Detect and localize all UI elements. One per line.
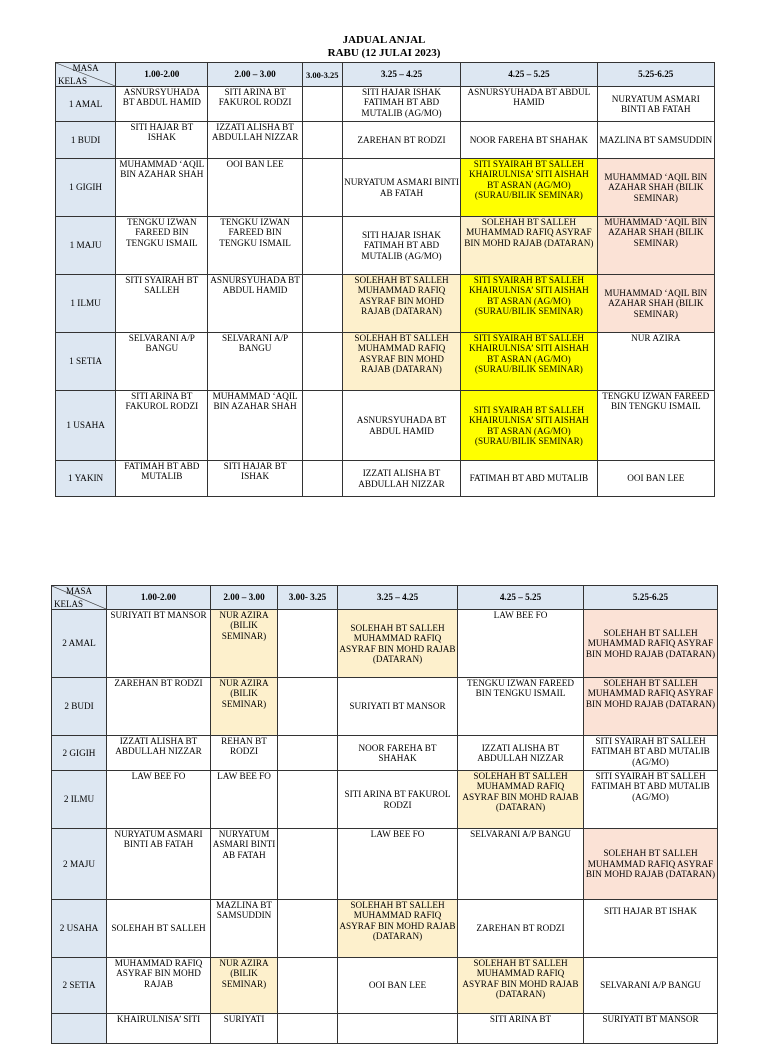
class-name [52, 1014, 107, 1044]
schedule-cell: SITI HAJAR BT ISHAK [584, 900, 718, 958]
timetable-title: JADUAL ANJAL [342, 34, 426, 46]
class-name: 2 MAJU [52, 829, 107, 900]
schedule-cell: MUHAMMAD ‘AQIL BIN AZAHAR SHAH (BILIK SEMINAR) [597, 217, 714, 275]
class-name: 2 AMAL [52, 610, 107, 678]
schedule-cell: OOI BAN LEE [597, 461, 714, 497]
schedule-cell: SITI SYAIRAH BT SALLEH KHAIRULNISA’ SITI AISHAH BT ASRAN (AG/MO) (SURAU/BILIK SEMINAR) [461, 159, 597, 217]
schedule-cell [302, 391, 342, 461]
schedule-cell: SITI ARINA BT FAKUROL RODZI [208, 87, 302, 122]
schedule-cell: KHAIRULNISA’ SITI [107, 1014, 211, 1044]
schedule-cell: MUHAMMAD RAFIQ ASYRAF BIN MOHD RAJAB [107, 958, 211, 1014]
table-row [52, 771, 718, 829]
class-name: 1 SETIA [56, 333, 116, 391]
timetable-date: RABU (12 JULAI 2023) [327, 47, 441, 59]
schedule-cell: SOLEHAH BT SALLEH MUHAMMAD RAFIQ ASYRAF BIN MOHD RAJAB (DATARAN) [342, 333, 460, 391]
schedule-cell: SOLEHAH BT SALLEH MUHAMMAD RAFIQ ASYRAF BIN MOHD RAJAB (DATARAN) [342, 275, 460, 333]
kelas-label: KELAS [54, 599, 83, 609]
corner-header [56, 63, 116, 87]
table-row [52, 610, 718, 678]
schedule-cell: NURYATUM ASMARI BINTI AB FATAH [107, 829, 211, 900]
schedule-cell [278, 900, 338, 958]
schedule-cell: NOOR FAREHA BT SHAHAK [338, 736, 458, 771]
schedule-cell: SOLEHAH BT SALLEH [107, 900, 211, 958]
schedule-cell: MUHAMMAD ‘AQIL BIN AZAHAR SHAH [116, 159, 208, 217]
time-header: 3.25 – 4.25 [342, 63, 460, 87]
schedule-cell: SITI ARINA BT [458, 1014, 584, 1044]
schedule-cell [302, 333, 342, 391]
schedule-cell: LAW BEE FO [338, 829, 458, 900]
schedule-cell: ASNURSYUHADA BT ABDUL HAMID [461, 87, 597, 122]
schedule-cell: MAZLINA BT SAMSUDDIN [597, 122, 714, 159]
schedule-cell: IZZATI ALISHA BT ABDULLAH NIZZAR [458, 736, 584, 771]
schedule-cell [302, 159, 342, 217]
schedule-cell [278, 958, 338, 1014]
schedule-cell: SOLEHAH BT SALLEH MUHAMMAD RAFIQ ASYRAF BIN MOHD RAJAB (DATARAN) [338, 610, 458, 678]
table-row [56, 122, 715, 159]
class-name: 2 BUDI [52, 678, 107, 736]
table-row [56, 159, 715, 217]
schedule-cell: FATIMAH BT ABD MUTALIB [461, 461, 597, 497]
schedule-cell: ZAREHAN BT RODZI [458, 900, 584, 958]
schedule-cell [278, 1014, 338, 1044]
time-header: 2.00 – 3.00 [208, 63, 302, 87]
class-name: 1 BUDI [56, 122, 116, 159]
schedule-cell: REHAN BT RODZI [211, 736, 278, 771]
table-row [52, 736, 718, 771]
class-name: 2 GIGIH [52, 736, 107, 771]
schedule-cell: SOLEHAH BT SALLEH MUHAMMAD RAFIQ ASYRAF BIN MOHD RAJAB (DATARAN) [584, 678, 718, 736]
schedule-cell: ASNURSYUHADA BT ABDUL HAMID [342, 391, 460, 461]
schedule-cell: SITI ARINA BT FAKUROL RODZI [338, 771, 458, 829]
table-row [52, 900, 718, 958]
schedule-cell: NUR AZIRA (BILIK SEMINAR) [211, 610, 278, 678]
timetable-form2 [51, 585, 718, 1044]
schedule-cell: SURIYATI BT MANSOR [338, 678, 458, 736]
schedule-cell: SITI SYAIRAH BT SALLEH FATIMAH BT ABD MUTALIB (AG/MO) [584, 736, 718, 771]
schedule-cell [278, 829, 338, 900]
table-row [56, 275, 715, 333]
schedule-cell: ASNURSYUHADA BT ABDUL HAMID [116, 87, 208, 122]
schedule-cell: SOLEHAH BT SALLEH MUHAMMAD RAFIQ ASYRAF BIN MOHD RAJAB (DATARAN) [458, 958, 584, 1014]
class-name: 1 ILMU [56, 275, 116, 333]
time-header: 3.00-3.25 [302, 63, 342, 87]
time-header: 5.25-6.25 [597, 63, 714, 87]
class-name: 2 ILMU [52, 771, 107, 829]
schedule-cell: SITI SYAIRAH BT SALLEH KHAIRULNISA’ SITI AISHAH BT ASRAN (AG/MO) (SURAU/BILIK SEMINAR) [461, 275, 597, 333]
schedule-cell [278, 678, 338, 736]
table-row [52, 958, 718, 1014]
timetable-form1 [55, 62, 715, 497]
table-row [56, 87, 715, 122]
schedule-cell: NUR AZIRA (BILIK SEMINAR) [211, 678, 278, 736]
schedule-cell: SITI SYAIRAH BT SALLEH [116, 275, 208, 333]
schedule-cell [278, 610, 338, 678]
table-row [56, 391, 715, 461]
schedule-cell: NURYATUM ASMARI BINTI AB FATAH [342, 159, 460, 217]
table-row [52, 678, 718, 736]
table-row [56, 217, 715, 275]
schedule-cell: NURYATUM ASMARI BINTI AB FATAH [597, 87, 714, 122]
schedule-cell: SITI HAJAR BT ISHAK [208, 461, 302, 497]
schedule-cell: ZAREHAN BT RODZI [107, 678, 211, 736]
schedule-cell [302, 122, 342, 159]
schedule-cell: NOOR FAREHA BT SHAHAK [461, 122, 597, 159]
schedule-cell: SOLEHAH BT SALLEH MUHAMMAD RAFIQ ASYRAF BIN MOHD RAJAB (DATARAN) [461, 217, 597, 275]
schedule-cell: MUHAMMAD ‘AQIL BIN AZAHAR SHAH [208, 391, 302, 461]
schedule-cell: SITI SYAIRAH BT SALLEH FATIMAH BT ABD MUTALIB (AG/MO) [584, 771, 718, 829]
schedule-cell: LAW BEE FO [211, 771, 278, 829]
schedule-cell: SELVARANI A/P BANGU [116, 333, 208, 391]
time-header: 2.00 – 3.00 [211, 586, 278, 610]
schedule-cell: SELVARANI A/P BANGU [458, 829, 584, 900]
schedule-cell: SITI HAJAR BT ISHAK [116, 122, 208, 159]
schedule-cell: SITI SYAIRAH BT SALLEH KHAIRULNISA’ SITI AISHAH BT ASRAN (AG/MO) (SURAU/BILIK SEMINAR) [461, 391, 597, 461]
schedule-cell: NURYATUM ASMARI BINTI AB FATAH [211, 829, 278, 900]
schedule-cell: MUHAMMAD ‘AQIL BIN AZAHAR SHAH (BILIK SEMINAR) [597, 159, 714, 217]
class-name: 2 USAHA [52, 900, 107, 958]
table-row [56, 461, 715, 497]
class-name: 1 GIGIH [56, 159, 116, 217]
class-name: 1 AMAL [56, 87, 116, 122]
class-name: 1 YAKIN [56, 461, 116, 497]
kelas-label: KELAS [58, 76, 87, 86]
schedule-cell: OOI BAN LEE [208, 159, 302, 217]
masa-label: MASA [65, 586, 92, 596]
table-row [52, 1014, 718, 1044]
time-header: 3.25 – 4.25 [338, 586, 458, 610]
schedule-cell: TENGKU IZWAN FAREED BIN TENGKU ISMAIL [597, 391, 714, 461]
schedule-cell: SELVARANI A/P BANGU [584, 958, 718, 1014]
schedule-cell: IZZATI ALISHA BT ABDULLAH NIZZAR [208, 122, 302, 159]
corner-header [52, 586, 107, 610]
schedule-cell: SURIYATI BT MANSOR [107, 610, 211, 678]
schedule-cell [278, 736, 338, 771]
schedule-cell: IZZATI ALISHA BT ABDULLAH NIZZAR [107, 736, 211, 771]
time-header: 5.25-6.25 [584, 586, 718, 610]
schedule-cell: SITI HAJAR ISHAK FATIMAH BT ABD MUTALIB (AG/MO) [342, 87, 460, 122]
time-header: 1.00-2.00 [116, 63, 208, 87]
class-name: 1 MAJU [56, 217, 116, 275]
schedule-cell: SITI ARINA BT FAKUROL RODZI [116, 391, 208, 461]
schedule-cell: MUHAMMAD ‘AQIL BIN AZAHAR SHAH (BILIK SEMINAR) [597, 275, 714, 333]
schedule-cell: SOLEHAH BT SALLEH MUHAMMAD RAFIQ ASYRAF BIN MOHD RAJAB (DATARAN) [338, 900, 458, 958]
schedule-cell [302, 461, 342, 497]
schedule-cell [302, 217, 342, 275]
schedule-cell [278, 771, 338, 829]
time-header: 4.25 – 5.25 [461, 63, 597, 87]
schedule-cell: LAW BEE FO [458, 610, 584, 678]
schedule-cell: NUR AZIRA [597, 333, 714, 391]
schedule-cell: MAZLINA BT SAMSUDDIN [211, 900, 278, 958]
schedule-cell: SITI HAJAR ISHAK FATIMAH BT ABD MUTALIB (AG/MO) [342, 217, 460, 275]
schedule-cell: ASNURSYUHADA BT ABDUL HAMID [208, 275, 302, 333]
schedule-cell: FATIMAH BT ABD MUTALIB [116, 461, 208, 497]
schedule-cell [302, 87, 342, 122]
table-row [52, 829, 718, 900]
schedule-cell: IZZATI ALISHA BT ABDULLAH NIZZAR [342, 461, 460, 497]
schedule-cell [302, 275, 342, 333]
class-name: 2 SETIA [52, 958, 107, 1014]
schedule-cell: SOLEHAH BT SALLEH MUHAMMAD RAFIQ ASYRAF BIN MOHD RAJAB (DATARAN) [584, 610, 718, 678]
time-header: 1.00-2.00 [107, 586, 211, 610]
schedule-cell: SELVARANI A/P BANGU [208, 333, 302, 391]
schedule-cell: NUR AZIRA (BILIK SEMINAR) [211, 958, 278, 1014]
schedule-cell: SOLEHAH BT SALLEH MUHAMMAD RAFIQ ASYRAF BIN MOHD RAJAB (DATARAN) [458, 771, 584, 829]
schedule-cell [338, 1014, 458, 1044]
time-header: 3.00- 3.25 [278, 586, 338, 610]
masa-label: MASA [72, 63, 99, 73]
schedule-cell: SOLEHAH BT SALLEH MUHAMMAD RAFIQ ASYRAF BIN MOHD RAJAB (DATARAN) [584, 829, 718, 900]
schedule-cell: TENGKU IZWAN FAREED BIN TENGKU ISMAIL [208, 217, 302, 275]
schedule-cell: ZAREHAN BT RODZI [342, 122, 460, 159]
schedule-cell: TENGKU IZWAN FAREED BIN TENGKU ISMAIL [458, 678, 584, 736]
schedule-cell: LAW BEE FO [107, 771, 211, 829]
schedule-cell: TENGKU IZWAN FAREED BIN TENGKU ISMAIL [116, 217, 208, 275]
class-name: 1 USAHA [56, 391, 116, 461]
table-row [56, 333, 715, 391]
schedule-cell: SITI SYAIRAH BT SALLEH KHAIRULNISA’ SITI AISHAH BT ASRAN (AG/MO) (SURAU/BILIK SEMINAR) [461, 333, 597, 391]
schedule-cell: OOI BAN LEE [338, 958, 458, 1014]
schedule-cell: SURIYATI [211, 1014, 278, 1044]
schedule-cell: SURIYATI BT MANSOR [584, 1014, 718, 1044]
time-header: 4.25 – 5.25 [458, 586, 584, 610]
